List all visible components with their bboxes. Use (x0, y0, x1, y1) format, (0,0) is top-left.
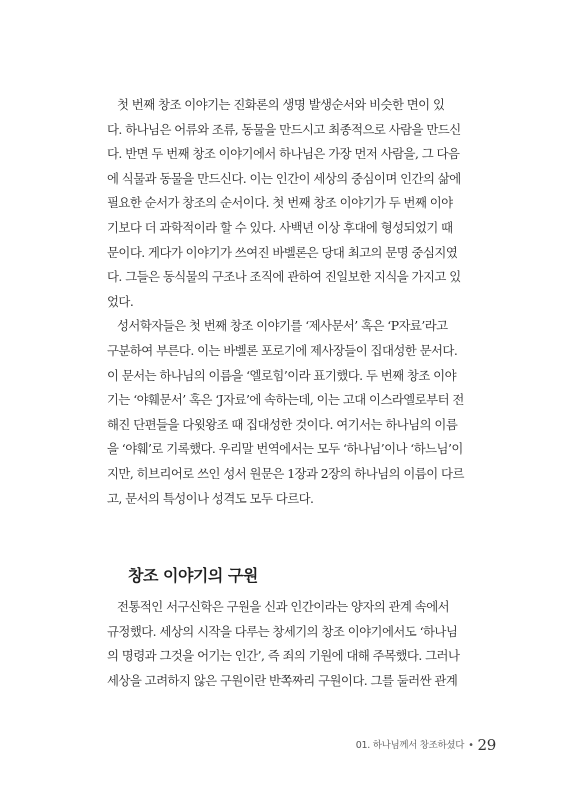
text-line: 에 식물과 동물을 만드신다. 이는 인간이 세상의 중심이며 인간의 삶에 (107, 170, 461, 186)
text-line: 성서학자들은 첫 번째 창조 이야기를 ‘제사문서’ 혹은 ‘P자료’라고 (117, 318, 448, 334)
text-line: 문이다. 게다가 이야기가 쓰여진 바벨론은 당대 최고의 문명 중심지였 (107, 244, 458, 260)
page-footer (356, 736, 496, 754)
text-line: 기보다 더 과학적이라 할 수 있다. 사백년 이상 후대에 형성되었기 때 (107, 219, 453, 235)
text-line: 구분하여 부른다. 이는 바벨론 포로기에 제사장들이 집대성한 문서다. (107, 342, 458, 358)
text-line: 었다. (107, 293, 134, 309)
separator-dot: • (468, 740, 474, 751)
paragraph-2 (107, 314, 499, 511)
text-line: 을 ‘야훼’로 기록했다. 우리말 번역에서는 모두 ‘하나님’이나 ‘하느님’이 (107, 441, 463, 457)
text-line: 다. 그들은 동식물의 구조나 조직에 관하여 진일보한 지식을 가지고 있 (107, 269, 461, 285)
text-line: 지만, 히브리어로 쓰인 성서 원문은 1장과 2장의 하나님의 이름이 다르 (107, 465, 464, 481)
text-line: 다. 하나님은 어류와 조류, 동물을 만드시고 최종적으로 사람을 만드신 (107, 121, 461, 137)
text-line: 기는 ‘야훼문서’ 혹은 ‘J자료’에 속하는데, 이는 고대 이스라엘로부터 전 (107, 392, 464, 408)
text-line: 다. 반면 두 번째 창조 이야기에서 하나님은 가장 먼저 사람을, 그 다음 (107, 146, 460, 162)
text-line: 전통적인 서구신학은 구원을 신과 인간이라는 양자의 관계 속에서 (117, 599, 450, 614)
page-number: 29 (477, 736, 496, 754)
text-line: 의 명령과 그것을 어기는 인간’, 즉 죄의 기원에 대해 주목했다. 그러나 (107, 648, 460, 664)
text-line: 고, 문서의 특성이나 성격도 모두 다르다. (107, 490, 314, 506)
main-text (107, 93, 499, 511)
text-line: 이 문서는 하나님의 이름을 ‘엘로힘’이라 표기했다. 두 번째 창조 이야 (107, 367, 456, 383)
paragraph-3 (107, 595, 499, 693)
text-line: 첫 번째 창조 이야기는 진화론의 생명 발생순서와 비슷한 면이 있 (117, 97, 445, 112)
text-line: 해진 단편들을 다윗왕조 때 집대성한 것이다. 여기서는 하나님의 이름 (107, 416, 458, 432)
text-line: 세상을 고려하지 않은 구원이란 반쪽짜리 구원이다. 그를 둘러싼 관계 (107, 672, 458, 688)
text-line: 필요한 순서가 창조의 순서이다. 첫 번째 창조 이야기가 두 번째 이야 (107, 195, 453, 211)
text-line: 규정했다. 세상의 시작을 다루는 창세기의 창조 이야기에서도 ‘하나님 (107, 623, 458, 639)
paragraph-1 (107, 93, 499, 314)
chapter-title: 01. 하나님께서 창조하셨다 (355, 740, 465, 751)
section-title: 창조 이야기의 구원 (128, 566, 258, 585)
